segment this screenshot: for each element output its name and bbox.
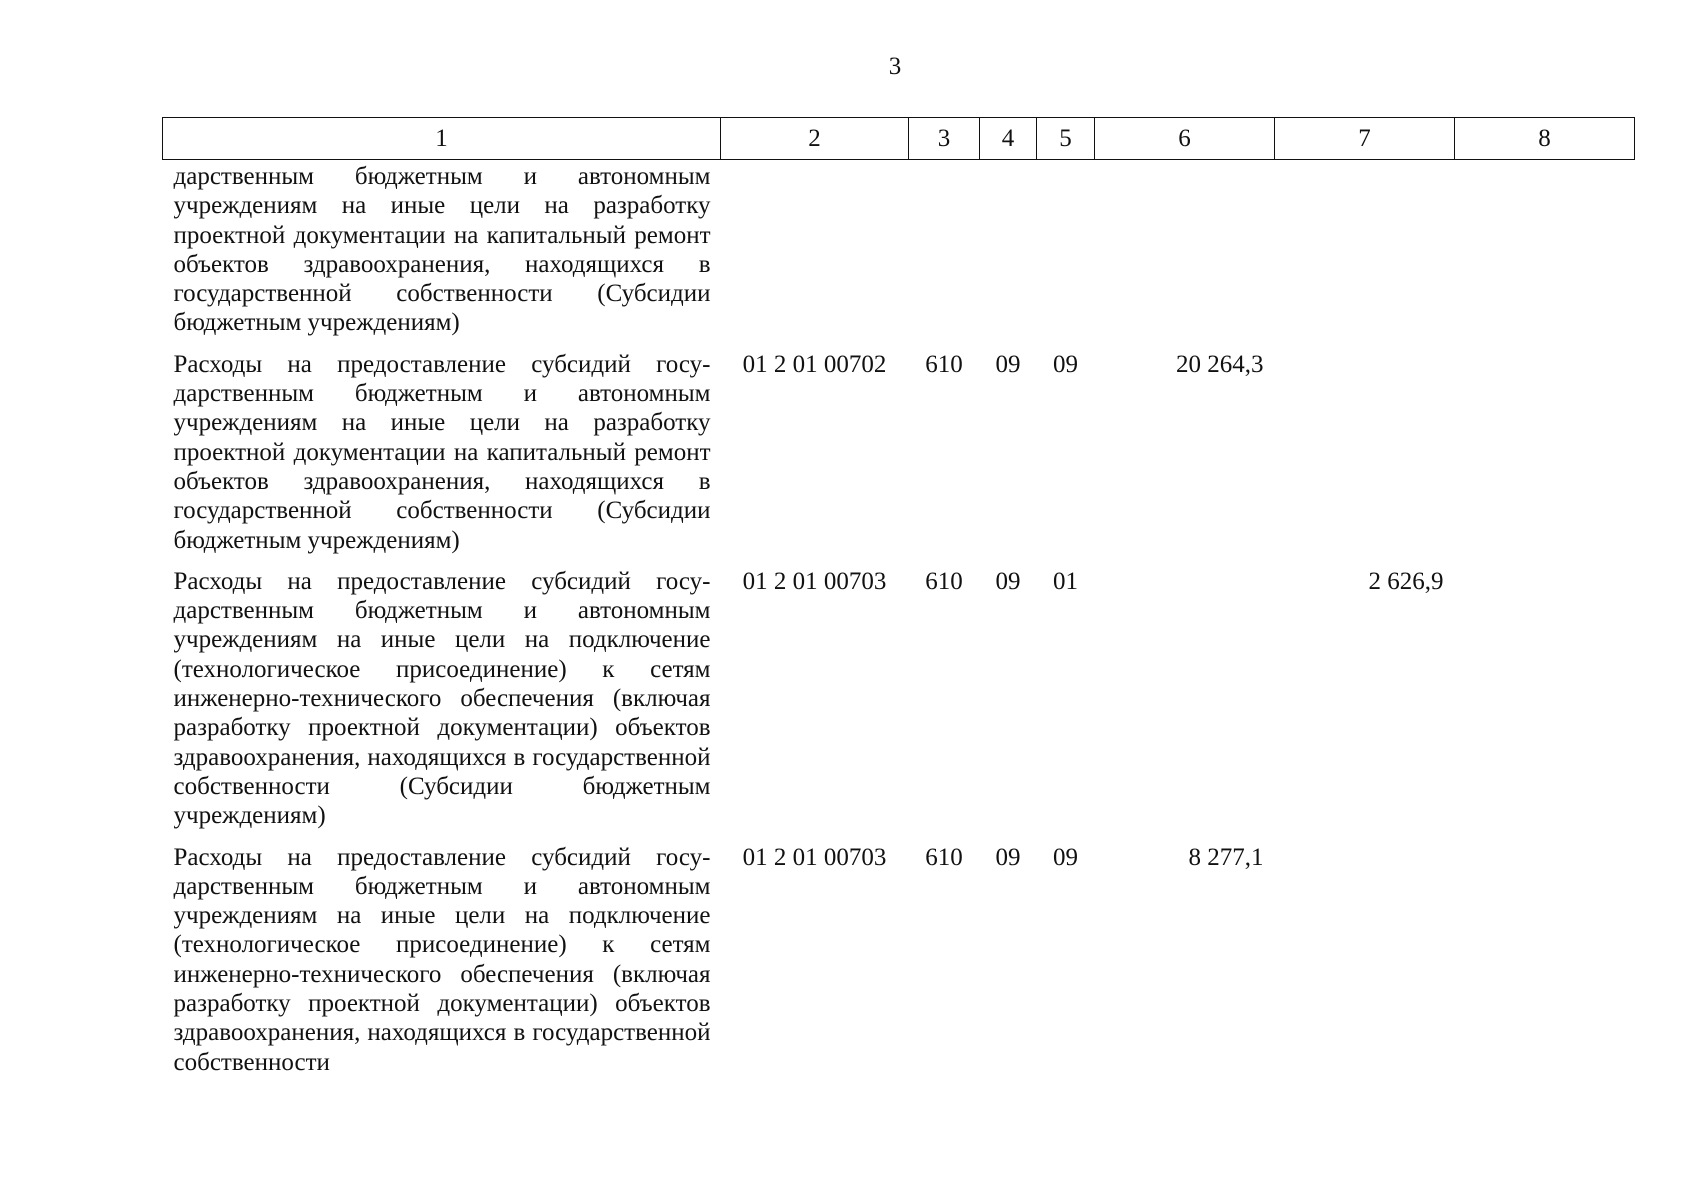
column-header-4: 4 [980,118,1037,160]
row-expense-type [909,160,980,338]
row-amount-col7: 2 626,9 [1368,567,1444,595]
row-amount-col8 [1455,555,1635,831]
row-expense-type: 610 [925,567,963,595]
page-number: 3 [888,53,902,80]
row-target-article: 01 2 01 00703 [742,843,887,871]
row-subsection [1037,160,1095,338]
budget-table [162,117,1635,1077]
row-target-article: 01 2 01 00702 [742,350,887,378]
row-subsection: 01 [1053,567,1078,595]
table-row [163,555,1635,831]
row-section: 09 [995,567,1021,595]
table-row [163,160,1635,338]
column-header-5: 5 [1037,118,1095,160]
row-description: Расходы на предоставление субсидий государственным бюджетным и автономным учреждениям на иные цели на подключение (технологическое присоединение) к сетям инженерно-технического обеспечения (включая разработку проектной документации) объектов здравоохранения, находящихся в государственной собственности [173,843,711,1076]
row-subsection: 09 [1053,350,1078,378]
row-amount-col8 [1455,338,1635,555]
column-header-7: 7 [1275,118,1455,160]
row-amount-col6 [1095,160,1275,338]
row-amount-col6 [1095,555,1275,831]
row-amount-col7 [1275,831,1455,1077]
column-header-1: 1 [163,118,721,160]
row-subsection: 09 [1053,843,1078,871]
table-row [163,831,1635,1077]
table-row [163,338,1635,555]
row-description: дарственным бюджетным и автономным учреждениям на иные цели на разработку проектной документации на капитальный ремонт объектов здравоохранения, находящихся в государственной собственности (Субсидии бюджетным учреждениям) [173,163,711,337]
column-header-2: 2 [721,118,909,160]
row-amount-col8 [1455,831,1635,1077]
row-description: Расходы на предоставление субсидий государственным бюджетным и автономным учреждениям на иные цели на подключение (технологическое присоединение) к сетям инженерно-технического обеспечения (включая разработку проектной документации) объектов здравоохранения, находящихся в государственной собственности (Субсидии бюджетным учреждениям) [173,567,711,830]
row-section: 09 [995,843,1021,871]
column-header-8: 8 [1455,118,1635,160]
row-expense-type: 610 [925,843,963,871]
row-amount-col7 [1275,160,1455,338]
row-amount-col7 [1275,338,1455,555]
row-target-article: 01 2 01 00703 [742,567,887,595]
header-row [163,118,1635,160]
row-section [980,160,1037,338]
row-description: Расходы на предоставление субсидий государственным бюджетным и автономным учреждениям на иные цели на разработку проектной документации на капитальный ремонт объектов здравоохранения, находящихся в государственной собственности (Субсидии бюджетным учреждениям) [173,350,711,554]
row-section: 09 [995,350,1021,378]
row-amount-col6: 8 277,1 [1188,843,1264,871]
row-amount-col8 [1455,160,1635,338]
row-expense-type: 610 [925,350,963,378]
row-target-article [721,160,909,338]
column-header-3: 3 [909,118,980,160]
column-header-6: 6 [1095,118,1275,160]
row-amount-col6: 20 264,3 [1176,350,1264,378]
